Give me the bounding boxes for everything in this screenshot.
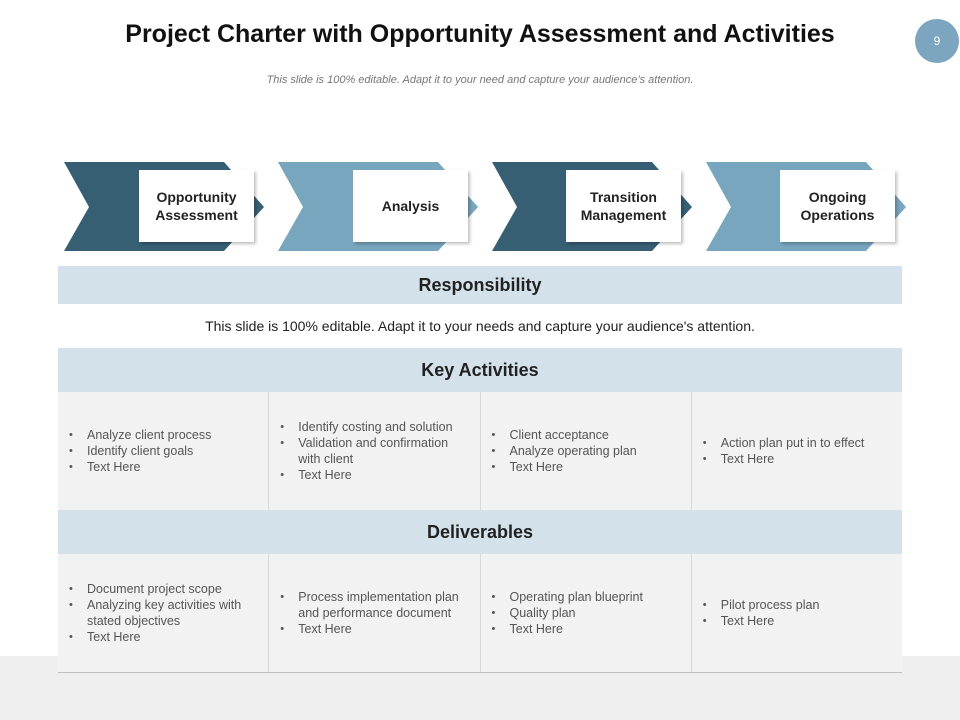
- deliverables-cell: [692, 554, 902, 672]
- stage-label: Opportunity Assessment: [139, 170, 254, 242]
- list-item: • Identify costing and solution: [298, 419, 469, 435]
- stage-opportunity-assessment: [64, 162, 264, 252]
- key-activities-row: [58, 392, 902, 510]
- list-item: • Text Here: [87, 629, 258, 645]
- key-activities-header: Key Activities: [58, 348, 902, 392]
- list-item: • Process implementation plan and performance document: [298, 589, 469, 621]
- list-item: • Text Here: [510, 459, 637, 475]
- page-number-badge: 9: [915, 19, 959, 63]
- list-item: • Text Here: [721, 613, 820, 629]
- stage-transition-management: [492, 162, 692, 252]
- list-item: • Identify client goals: [87, 443, 211, 459]
- bullet-list: [692, 597, 830, 629]
- list-item: • Analyze client process: [87, 427, 211, 443]
- deliverables-cell: [58, 554, 269, 672]
- bullet-list: [58, 427, 221, 475]
- bullet-list: [58, 581, 268, 645]
- stage-ongoing-operations: [706, 162, 906, 252]
- responsibility-header: Responsibility: [58, 266, 902, 304]
- key-activities-cell: [58, 392, 269, 510]
- bullet-list: [481, 427, 647, 475]
- list-item: • Quality plan: [510, 605, 643, 621]
- slide-subtitle: This slide is 100% editable. Adapt it to your need and capture your audience’s attention.: [266, 74, 694, 86]
- list-item: • Text Here: [298, 467, 469, 483]
- key-activities-cell: [269, 392, 480, 510]
- list-item: • Text Here: [510, 621, 643, 637]
- list-item: • Document project scope: [87, 581, 258, 597]
- charter-table: [58, 266, 902, 673]
- list-item: • Operating plan blueprint: [510, 589, 643, 605]
- list-item: • Validation and confirmation with client: [298, 435, 469, 467]
- bullet-list: [692, 435, 875, 467]
- list-item: • Pilot process plan: [721, 597, 820, 613]
- stage-analysis: [278, 162, 478, 252]
- list-item: • Text Here: [721, 451, 865, 467]
- stage-label: Analysis: [353, 170, 468, 242]
- list-item: • Analyzing key activities with stated objectives: [87, 597, 258, 629]
- key-activities-cell: [692, 392, 902, 510]
- list-item: • Analyze operating plan: [510, 443, 637, 459]
- stage-label: Transition Management: [566, 170, 681, 242]
- key-activities-cell: [481, 392, 692, 510]
- deliverables-header: Deliverables: [58, 510, 902, 554]
- responsibility-text: This slide is 100% editable. Adapt it to your needs and capture your audience's attention.: [58, 304, 902, 348]
- bullet-list: [269, 419, 479, 483]
- slide-title: Project Charter with Opportunity Assessment and Activities: [125, 20, 835, 48]
- list-item: • Action plan put in to effect: [721, 435, 865, 451]
- list-item: • Client acceptance: [510, 427, 637, 443]
- stage-label: Ongoing Operations: [780, 170, 895, 242]
- bullet-list: [481, 589, 653, 637]
- deliverables-cell: [269, 554, 480, 672]
- list-item: • Text Here: [87, 459, 211, 475]
- deliverables-cell: [481, 554, 692, 672]
- list-item: • Text Here: [298, 621, 469, 637]
- bullet-list: [269, 589, 479, 637]
- deliverables-row: [58, 554, 902, 673]
